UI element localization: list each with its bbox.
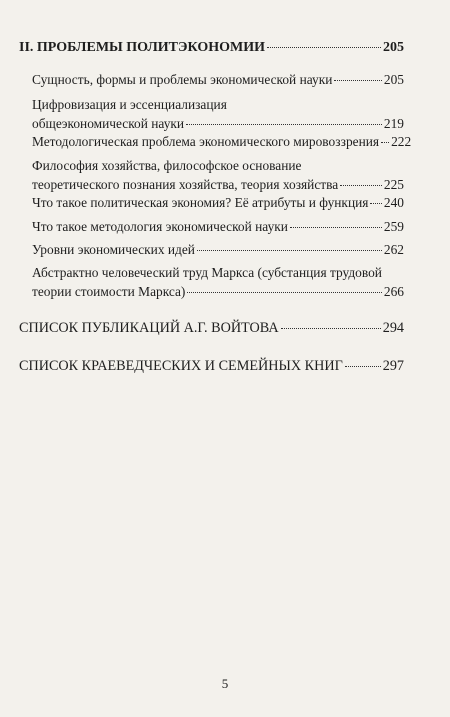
toc-entry	[0, 97, 450, 132]
dot-leader	[290, 227, 382, 228]
toc-entry	[0, 219, 450, 235]
dot-leader	[334, 80, 382, 81]
entry-title-line-2: теоретического познания хозяйства, теория хозяйства	[32, 177, 339, 192]
entry-page: 225	[383, 177, 404, 192]
entry-title-line-1: Цифровизация и эссенциализация	[32, 97, 227, 112]
entry-title-line-2: теории стоимости Маркса)	[32, 284, 186, 299]
page-number: 5	[221, 676, 229, 691]
dot-leader	[267, 47, 381, 48]
entry-title: Что такое методология экономической науки	[32, 219, 288, 234]
extra-page: 297	[382, 358, 404, 374]
extra-title: СПИСОК ПУБЛИКАЦИЙ А.Г. ВОЙТОВА	[19, 320, 279, 336]
entry-title: Методологическая проблема экономического мировоззрения	[32, 134, 380, 149]
section-page: 205	[383, 40, 404, 55]
extra-title: СПИСОК КРАЕВЕДЧЕСКИХ И СЕМЕЙНЫХ КНИГ	[19, 358, 343, 374]
toc-entry	[0, 158, 450, 193]
entry-page: 259	[383, 219, 404, 234]
dot-leader	[187, 292, 382, 293]
toc-entry	[0, 265, 450, 300]
entry-page: 240	[383, 195, 404, 210]
dot-leader	[381, 142, 389, 143]
dot-leader	[186, 124, 382, 125]
section-title: II. ПРОБЛЕМЫ ПОЛИТЭКОНОМИИ	[19, 40, 265, 55]
entry-title: Что такое политическая экономия? Её атрибуты и функция	[32, 195, 369, 210]
entry-title: Сущность, формы и проблемы экономической науки	[32, 72, 333, 87]
toc-entry	[0, 134, 450, 150]
entry-title-line-1: Философия хозяйства, философское основание	[32, 158, 302, 173]
toc-entry	[0, 72, 450, 88]
dot-leader	[345, 366, 381, 367]
entry-page: 266	[383, 284, 404, 299]
dot-leader	[370, 203, 381, 204]
entry-page: 222	[391, 134, 412, 149]
dot-leader	[197, 250, 382, 251]
dot-leader	[340, 185, 382, 186]
entry-title: Уровни экономических идей	[32, 242, 195, 257]
entry-page: 205	[383, 72, 404, 87]
entry-title-line-2: общеэкономической науки	[32, 116, 185, 131]
extra-page: 294	[382, 320, 404, 336]
entry-page: 262	[383, 242, 404, 257]
toc-extra-entry	[0, 358, 450, 375]
toc-entry	[0, 242, 450, 258]
dot-leader	[281, 328, 381, 329]
toc-section-entry	[0, 40, 450, 56]
toc-extra-entry	[0, 320, 450, 337]
entry-title-line-1: Абстрактно человеческий труд Маркса (субстанция трудовой	[32, 265, 382, 280]
toc-entry	[0, 195, 450, 211]
entry-page: 219	[383, 116, 404, 131]
